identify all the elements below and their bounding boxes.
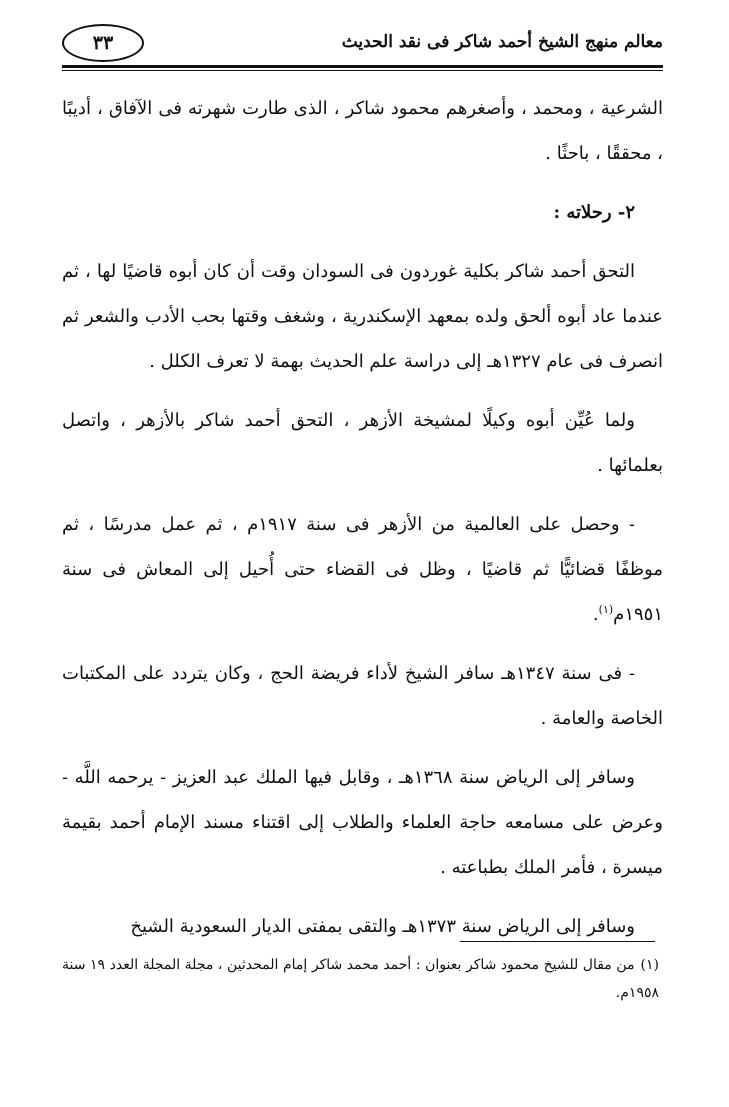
footnote-marker: (١) — [640, 957, 659, 973]
footnote-separator — [460, 941, 655, 942]
paragraph-text: - وحصل على العالمية من الأزهر فى سنة ١٩١٧م ، ثم عمل مدرسًا ، ثم موظفًا قضائيًّا ثم قاضيًا ، وظل فى القضاء حتى أُحيل إلى المعاش فى سنة ١٩٥١م — [62, 514, 663, 625]
body-text — [62, 86, 663, 963]
page-header — [62, 22, 663, 68]
footnote-text: من مقال للشيخ محمود شاكر بعنوان : أحمد محمد شاكر إمام المحدثين ، مجلة المجلة العدد ١٩ سنة ١٩٥٨م. — [62, 957, 659, 1001]
paragraph-end: . — [592, 604, 599, 625]
header-rule-thin — [62, 70, 663, 71]
page-number: ٣٣ — [62, 24, 144, 62]
paragraph: وسافر إلى الرياض سنة ١٣٦٨هـ ، وقابل فيها الملك عبد العزيز - يرحمه اللَّه - وعرض على مسامعه حاجة العلماء والطلاب إلى اقتناء مسند الإمام أحمد بقيمة ميسرة ، فأمر الملك بطباعته . — [62, 767, 663, 878]
paragraph-continued: الشرعية ، ومحمد ، وأصغرهم محمود شاكر ، الذى طارت شهرته فى الآفاق ، أديبًا ، محققًا ، باحثًا . — [62, 98, 663, 164]
paragraph — [62, 502, 663, 637]
footnote — [62, 951, 659, 1007]
header-rule — [62, 65, 663, 68]
paragraph: وسافر إلى الرياض سنة ١٣٧٣هـ والتقى بمفتى الديار السعودية الشيخ — [130, 916, 635, 937]
footnote-reference[interactable]: (١) — [598, 603, 614, 616]
section-heading: ٢- رحلاته : — [553, 202, 635, 223]
running-title: معالم منهج الشيخ أحمد شاكر فى نقد الحديث — [341, 32, 663, 52]
paragraph: ولما عُيِّن أبوه وكيلًا لمشيخة الأزهر ، التحق أحمد شاكر بالأزهر ، واتصل بعلمائها . — [62, 410, 663, 476]
paragraph: التحق أحمد شاكر بكلية غوردون فى السودان وقت أن كان أبوه قاضيًا لها ، ثم عندما عاد أبوه ألحق ولده بمعهد الإسكندرية ، وشغف وقتها بحب الأدب والشعر ثم انصرف فى عام ١٣٢٧هـ إلى دراسة علم الحديث بهمة لا تعرف الكلل . — [62, 261, 663, 372]
paragraph: - فى سنة ١٣٤٧هـ سافر الشيخ لأداء فريضة الحج ، وكان يتردد على المكتبات الخاصة والعامة . — [62, 663, 663, 729]
